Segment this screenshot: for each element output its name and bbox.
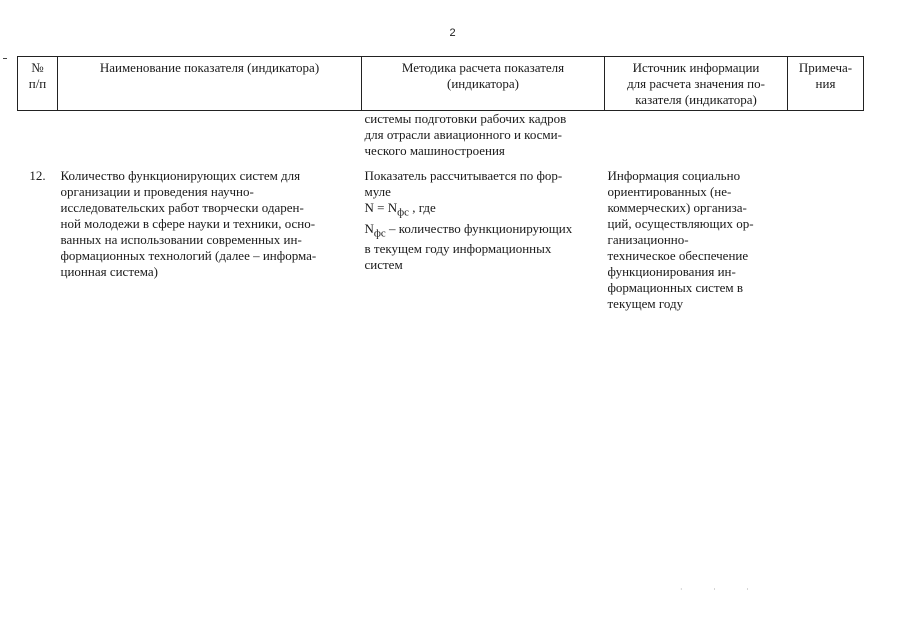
cell-method <box>362 159 605 312</box>
header-name: Наименование показателя (индикатора) <box>58 57 362 111</box>
cell-num: 12. <box>29 168 46 183</box>
cell-name <box>58 111 362 160</box>
header-note: Примеча- ния <box>788 57 864 111</box>
scan-artifact: · · · <box>680 585 763 594</box>
formula-definition: $N_{фс}$ – количество функционирующих в текущем году информационных систем <box>364 220 573 273</box>
header-num: № п/п <box>18 57 58 111</box>
cell-method-continuation: системы подготовки рабочих кадров для отрасли авиационного и косми- ческого машиностроения <box>364 111 567 158</box>
header-method: Методика расчета показателя (индикатора) <box>362 57 605 111</box>
table-row-continuation <box>18 111 864 160</box>
formula: $N = N_{фс}$ , где <box>364 200 436 219</box>
cell-name: Количество функционирующих систем для организации и проведения научно- исследовательских работ творчески одарен- ной молодежи в сфере науки и техники, осно- ванных на использовании современных ин- формационных технологий (далее – информа- ционная система) <box>60 168 317 279</box>
cell-note <box>788 159 864 312</box>
method-intro: Показатель рассчитывается по фор- муле <box>364 168 563 199</box>
table-row <box>18 159 864 312</box>
table-header-row <box>18 57 864 111</box>
margin-mark <box>3 58 7 59</box>
cell-source <box>605 111 788 160</box>
header-source: Источник информации для расчета значения по- казателя (индикатора) <box>605 57 788 111</box>
cell-note <box>788 111 864 160</box>
cell-num <box>18 111 58 160</box>
cell-source: Информация социально ориентированных (не- коммерческих) организа- ций, осуществляющих ор- ганизационно- техническое обеспечение функционирования ин- формационных систем в текущем году <box>607 168 754 311</box>
indicator-table <box>17 56 864 312</box>
page-number: 2 <box>449 27 456 39</box>
